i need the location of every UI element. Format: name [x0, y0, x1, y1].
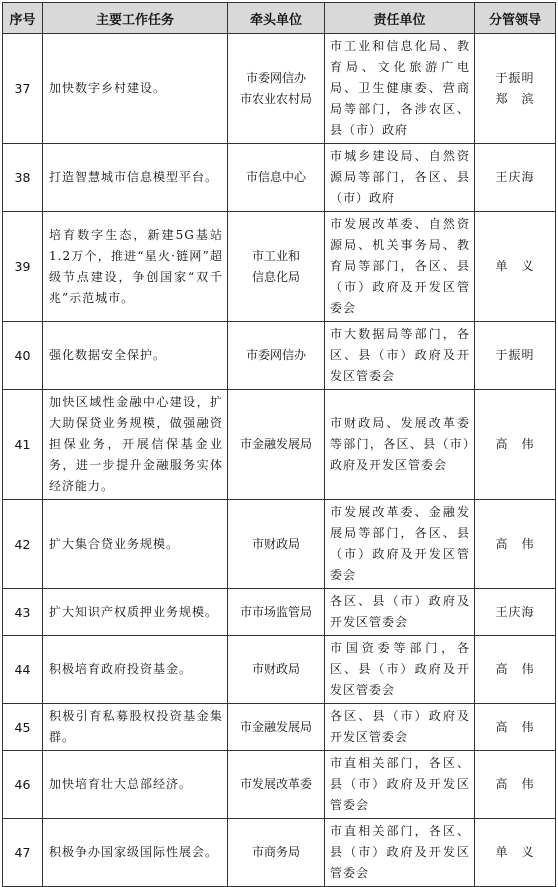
header-seq: 序号 — [3, 3, 43, 34]
cell-task: 加快培育壮大总部经济。 — [43, 751, 228, 819]
cell-leader: 于振明 郑 滨 — [475, 34, 556, 144]
cell-leader: 王庆海 — [475, 589, 556, 636]
table-row — [3, 212, 556, 322]
cell-seq: 41 — [3, 390, 43, 500]
cell-task: 扩大知识产权质押业务规模。 — [43, 589, 228, 636]
cell-leader: 高 伟 — [475, 500, 556, 589]
cell-resp-unit: 市国资委等部门，各区、县（市）政府及开发区管委会 — [325, 636, 475, 704]
header-leader: 分管领导 — [475, 3, 556, 34]
cell-leader: 高 伟 — [475, 390, 556, 500]
table-row — [3, 589, 556, 636]
cell-resp-unit: 市直相关部门，各区、县（市）政府及开发区管委会 — [325, 751, 475, 819]
cell-seq: 37 — [3, 34, 43, 144]
cell-leader: 王庆海 — [475, 144, 556, 212]
cell-seq: 40 — [3, 322, 43, 390]
cell-lead-unit: 市工业和 信息化局 — [228, 212, 325, 322]
cell-lead-unit: 市委网信办 市农业农村局 — [228, 34, 325, 144]
table-row — [3, 636, 556, 704]
cell-task: 积极争办国家级国际性展会。 — [43, 819, 228, 887]
table-row — [3, 144, 556, 212]
table-row — [3, 390, 556, 500]
cell-resp-unit: 市财政局、发展改革委等部门，各区、县（市）政府及开发区管委会 — [325, 390, 475, 500]
cell-resp-unit: 市发展改革委、自然资源局、机关事务局、教育局等部门，各区、县（市）政府及开发区管委会 — [325, 212, 475, 322]
header-task: 主要工作任务 — [43, 3, 228, 34]
cell-lead-unit: 市市场监管局 — [228, 589, 325, 636]
cell-resp-unit: 市工业和信息化局、教育局、文化旅游广电局、卫生健康委、营商局等部门，各涉农区、县（市）政府 — [325, 34, 475, 144]
cell-lead-unit: 市发展改革委 — [228, 751, 325, 819]
cell-task: 加快区域性金融中心建设，扩大助保贷业务规模，做强融资担保业务，开展信保基金业务，进一步提升金融服务实体经济能力。 — [43, 390, 228, 500]
cell-lead-unit: 市财政局 — [228, 636, 325, 704]
cell-task: 培育数字生态，新建5G基站1.2万个，推进“星火·链网”超级节点建设，争创国家“双千兆”示范城市。 — [43, 212, 228, 322]
task-table — [2, 2, 556, 887]
table-row — [3, 819, 556, 887]
table-row — [3, 500, 556, 589]
cell-seq: 42 — [3, 500, 43, 589]
cell-resp-unit: 各区、县（市）政府及开发区管委会 — [325, 704, 475, 751]
cell-task: 加快数字乡村建设。 — [43, 34, 228, 144]
cell-leader: 单 义 — [475, 212, 556, 322]
cell-task: 积极引育私募股权投资基金集群。 — [43, 704, 228, 751]
cell-task: 积极培育政府投资基金。 — [43, 636, 228, 704]
cell-leader: 高 伟 — [475, 751, 556, 819]
cell-resp-unit: 市直相关部门，各区、县（市）政府及开发区管委会 — [325, 819, 475, 887]
table-row — [3, 322, 556, 390]
cell-leader: 单 义 — [475, 819, 556, 887]
cell-seq: 43 — [3, 589, 43, 636]
table-row — [3, 751, 556, 819]
cell-seq: 45 — [3, 704, 43, 751]
cell-resp-unit: 各区、县（市）政府及开发区管委会 — [325, 589, 475, 636]
cell-seq: 46 — [3, 751, 43, 819]
cell-resp-unit: 市发展改革委、金融发展局等部门，各区、县（市）政府及开发区管委会 — [325, 500, 475, 589]
cell-seq: 38 — [3, 144, 43, 212]
table-row — [3, 704, 556, 751]
cell-resp-unit: 市大数据局等部门，各区、县（市）政府及开发区管委会 — [325, 322, 475, 390]
cell-lead-unit: 市信息中心 — [228, 144, 325, 212]
header-row — [3, 3, 556, 34]
table-row — [3, 34, 556, 144]
cell-lead-unit: 市委网信办 — [228, 322, 325, 390]
cell-seq: 39 — [3, 212, 43, 322]
cell-seq: 47 — [3, 819, 43, 887]
cell-leader: 高 伟 — [475, 704, 556, 751]
cell-seq: 44 — [3, 636, 43, 704]
header-resp-unit: 责任单位 — [325, 3, 475, 34]
cell-lead-unit: 市财政局 — [228, 500, 325, 589]
header-lead-unit: 牵头单位 — [228, 3, 325, 34]
cell-resp-unit: 市城乡建设局、自然资源局等部门，各区、县（市）政府 — [325, 144, 475, 212]
cell-lead-unit: 市金融发展局 — [228, 390, 325, 500]
cell-lead-unit: 市商务局 — [228, 819, 325, 887]
cell-leader: 高 伟 — [475, 636, 556, 704]
cell-leader: 于振明 — [475, 322, 556, 390]
cell-lead-unit: 市金融发展局 — [228, 704, 325, 751]
cell-task: 强化数据安全保护。 — [43, 322, 228, 390]
cell-task: 扩大集合贷业务规模。 — [43, 500, 228, 589]
cell-task: 打造智慧城市信息模型平台。 — [43, 144, 228, 212]
